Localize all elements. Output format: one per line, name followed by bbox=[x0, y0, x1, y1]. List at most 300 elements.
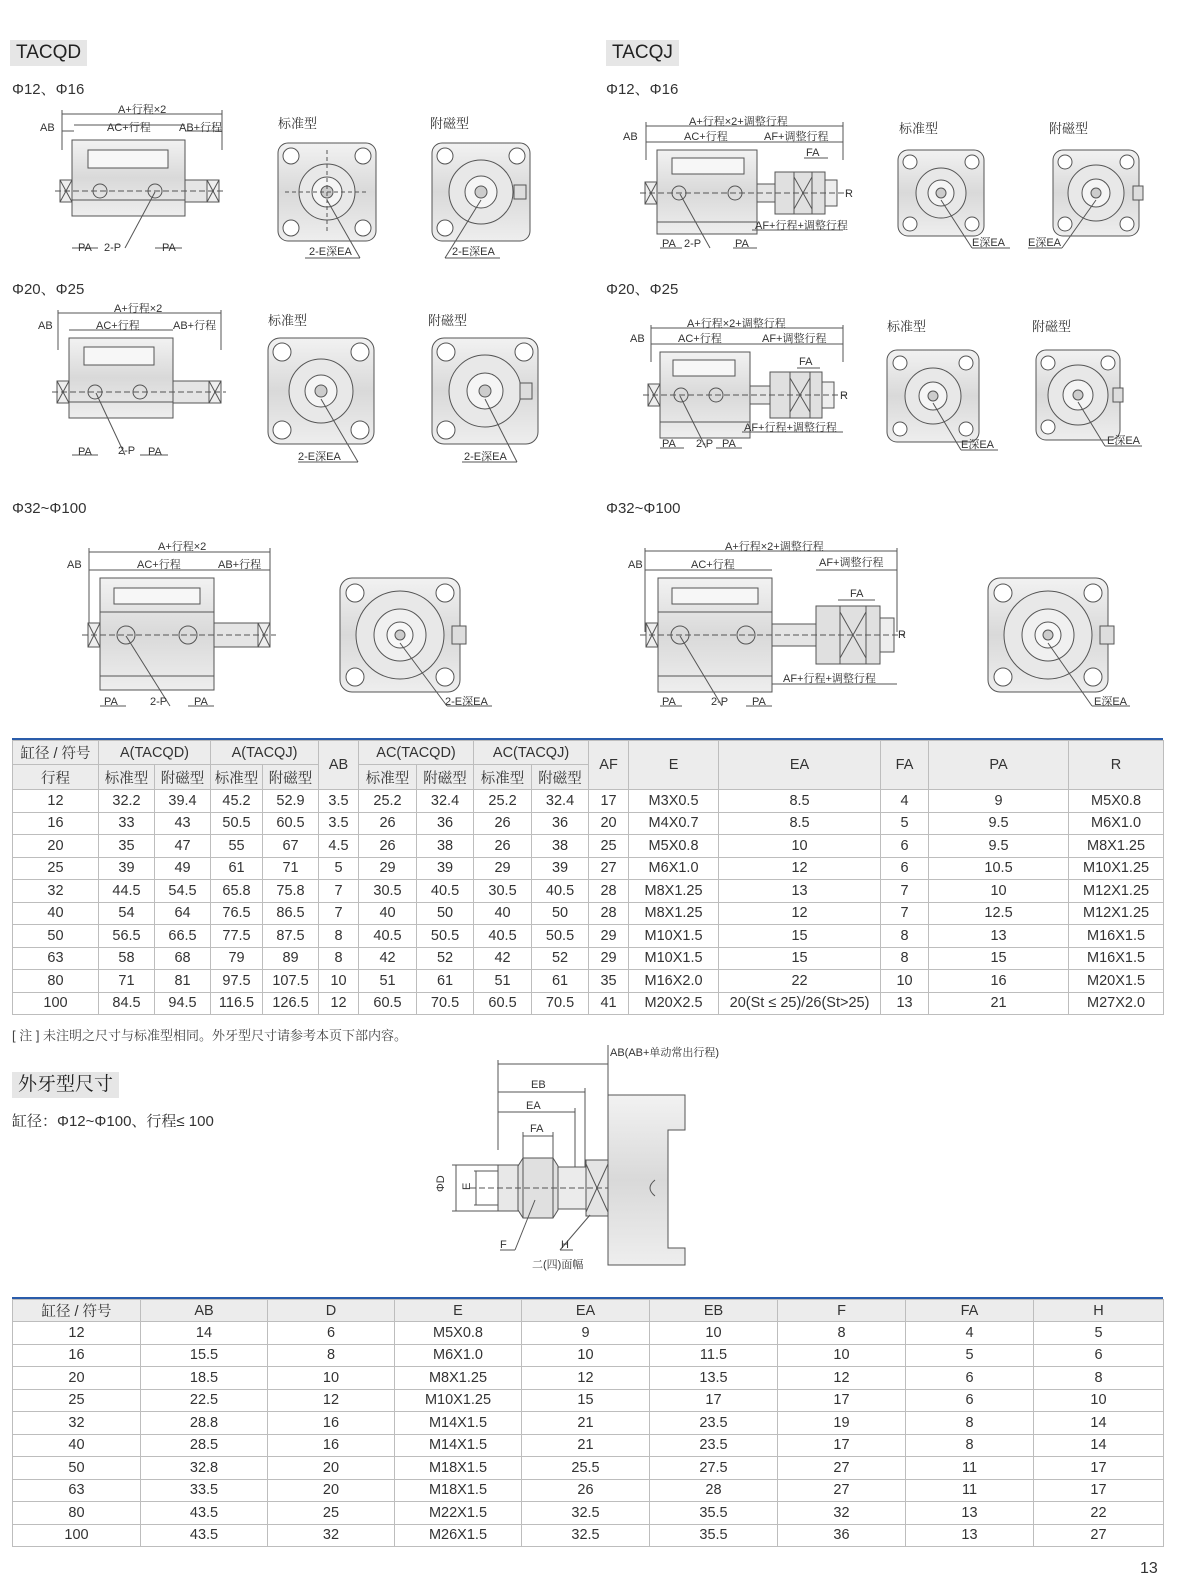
ext-header-cell: D bbox=[268, 1300, 395, 1322]
table-cell: 32.5 bbox=[522, 1524, 650, 1547]
table-cell: 52.9 bbox=[263, 790, 319, 813]
external-thread-drawing bbox=[430, 1040, 750, 1285]
table-cell: 17 bbox=[589, 790, 629, 813]
table-cell: 8 bbox=[268, 1344, 395, 1367]
header-magnetic: 附磁型 bbox=[532, 765, 589, 790]
table-cell: 5 bbox=[319, 857, 359, 880]
table-cell: 10.5 bbox=[929, 857, 1069, 880]
header-a-tacqd: A(TACQD) bbox=[99, 741, 211, 765]
table-cell: 25 bbox=[13, 857, 99, 880]
table-cell: 13 bbox=[906, 1524, 1034, 1547]
header-magnetic: 附磁型 bbox=[417, 765, 474, 790]
header-a-tacqj: A(TACQJ) bbox=[211, 741, 319, 765]
table-cell: 50 bbox=[532, 902, 589, 925]
size-label-tacqd-20-25: Φ20、Φ25 bbox=[12, 281, 85, 298]
table-cell: 40.5 bbox=[359, 925, 417, 948]
table-cell: M5X0.8 bbox=[395, 1322, 522, 1345]
size-label-tacqj-20-25: Φ20、Φ25 bbox=[606, 281, 679, 298]
table-cell: 8.5 bbox=[719, 790, 881, 813]
dim-label: 2-P bbox=[711, 696, 729, 708]
table-cell: 14 bbox=[1034, 1412, 1164, 1435]
table-cell: 4.5 bbox=[319, 835, 359, 858]
dim-label: 2-P bbox=[150, 696, 168, 708]
table-cell: 8 bbox=[906, 1412, 1034, 1435]
external-thread-table bbox=[12, 1299, 1164, 1547]
table-cell: 51 bbox=[474, 970, 532, 993]
table-cell: 28 bbox=[589, 902, 629, 925]
table-cell: 15 bbox=[719, 925, 881, 948]
dim-label: H bbox=[561, 1239, 569, 1251]
table-cell: 17 bbox=[1034, 1479, 1164, 1502]
table-cell: 13 bbox=[881, 992, 929, 1015]
label-standard: 标准型 bbox=[278, 116, 318, 131]
dim-label: PA bbox=[78, 242, 92, 254]
table-cell: 26 bbox=[359, 835, 417, 858]
table-cell: 35.5 bbox=[650, 1524, 778, 1547]
table-cell: 20 bbox=[268, 1479, 395, 1502]
table-cell: 12 bbox=[268, 1389, 395, 1412]
table-cell: 28.5 bbox=[141, 1434, 268, 1457]
table-cell: 9 bbox=[929, 790, 1069, 813]
table-cell: 43.5 bbox=[141, 1524, 268, 1547]
dim-label: R bbox=[845, 188, 853, 200]
table-cell: 8 bbox=[778, 1322, 906, 1345]
table-row bbox=[13, 1322, 1164, 1345]
table-cell: 20 bbox=[268, 1457, 395, 1480]
table-cell: 39 bbox=[417, 857, 474, 880]
table-cell: 40 bbox=[474, 902, 532, 925]
table-cell: 32.5 bbox=[522, 1502, 650, 1525]
dim-label: F bbox=[500, 1239, 507, 1251]
table-cell: 12 bbox=[13, 790, 99, 813]
table-cell: 26 bbox=[522, 1479, 650, 1502]
table-cell: 22.5 bbox=[141, 1389, 268, 1412]
dim-label: ΦD bbox=[435, 1175, 447, 1192]
table-cell: 7 bbox=[319, 880, 359, 903]
header-ab: AB bbox=[319, 741, 359, 790]
table-cell: 55 bbox=[211, 835, 263, 858]
table-cell: 23.5 bbox=[650, 1412, 778, 1435]
table-cell: 36 bbox=[417, 812, 474, 835]
table-cell: 51 bbox=[359, 970, 417, 993]
table-cell: M18X1.5 bbox=[395, 1457, 522, 1480]
header-standard: 标准型 bbox=[359, 765, 417, 790]
table-cell: 41 bbox=[589, 992, 629, 1015]
size-label-tacqd-32-100: Φ32~Φ100 bbox=[12, 500, 87, 517]
dim-label: AF+调整行程 bbox=[762, 333, 827, 345]
dim-label: AF+行程+调整行程 bbox=[783, 673, 876, 685]
dim-label: AC+行程 bbox=[107, 122, 151, 134]
table-cell: 39.4 bbox=[155, 790, 211, 813]
table-cell: 27 bbox=[778, 1457, 906, 1480]
table-cell: 63 bbox=[13, 947, 99, 970]
table-cell: 25.5 bbox=[522, 1457, 650, 1480]
header-standard: 标准型 bbox=[211, 765, 263, 790]
table-cell: 35.5 bbox=[650, 1502, 778, 1525]
table-cell: 32.2 bbox=[99, 790, 155, 813]
header-pa: PA bbox=[929, 741, 1069, 790]
table-cell: 10 bbox=[650, 1322, 778, 1345]
table-cell: M20X2.5 bbox=[629, 992, 719, 1015]
table-cell: 8 bbox=[319, 925, 359, 948]
section-title-external-thread: 外牙型尺寸 bbox=[12, 1072, 119, 1098]
table-cell: 52 bbox=[532, 947, 589, 970]
dim-label: E深EA bbox=[961, 439, 995, 451]
page-number: 13 bbox=[1140, 1560, 1158, 1577]
table-cell: 8.5 bbox=[719, 812, 881, 835]
table-cell: 20 bbox=[13, 835, 99, 858]
dim-label: AC+行程 bbox=[691, 559, 735, 571]
table-cell: 13.5 bbox=[650, 1367, 778, 1390]
dim-label: E深EA bbox=[1028, 237, 1062, 249]
table-cell: 45.2 bbox=[211, 790, 263, 813]
table-cell: M8X1.25 bbox=[395, 1367, 522, 1390]
table-cell: 76.5 bbox=[211, 902, 263, 925]
table-cell: 94.5 bbox=[155, 992, 211, 1015]
table-cell: M6X1.0 bbox=[1069, 812, 1164, 835]
dim-label: E深EA bbox=[1094, 696, 1128, 708]
table-cell: 19 bbox=[778, 1412, 906, 1435]
table-cell: 26 bbox=[474, 812, 532, 835]
ext-header-cell: EA bbox=[522, 1300, 650, 1322]
table-cell: 9.5 bbox=[929, 835, 1069, 858]
table-cell: 40.5 bbox=[474, 925, 532, 948]
table-cell: M26X1.5 bbox=[395, 1524, 522, 1547]
dim-label: AB bbox=[40, 122, 55, 134]
table-cell: 12.5 bbox=[929, 902, 1069, 925]
table-cell: 36 bbox=[532, 812, 589, 835]
table-cell: 42 bbox=[474, 947, 532, 970]
dim-label: AF+行程+调整行程 bbox=[744, 422, 837, 434]
table-cell: 36 bbox=[778, 1524, 906, 1547]
table-cell: 43.5 bbox=[141, 1502, 268, 1525]
dim-label: PA bbox=[162, 242, 176, 254]
header-ac-tacqj: AC(TACQJ) bbox=[474, 741, 589, 765]
label-standard: 标准型 bbox=[268, 313, 308, 328]
table-cell: 25 bbox=[13, 1389, 141, 1412]
tacqd-12-16-standard-end-view bbox=[278, 143, 376, 258]
table-cell: 61 bbox=[417, 970, 474, 993]
table-cell: 14 bbox=[141, 1322, 268, 1345]
table-cell: 27 bbox=[1034, 1524, 1164, 1547]
table-cell: 10 bbox=[1034, 1389, 1164, 1412]
table-cell: 64 bbox=[155, 902, 211, 925]
table-cell: 4 bbox=[881, 790, 929, 813]
table-cell: 50.5 bbox=[211, 812, 263, 835]
dim-label: PA bbox=[722, 438, 736, 450]
table-row bbox=[13, 1389, 1164, 1412]
table-row bbox=[13, 1434, 1164, 1457]
table-cell: 9.5 bbox=[929, 812, 1069, 835]
table-row bbox=[13, 1479, 1164, 1502]
dim-label: PA bbox=[104, 696, 118, 708]
table-cell: 50.5 bbox=[532, 925, 589, 948]
table-cell: 12 bbox=[522, 1367, 650, 1390]
dim-label: 2-P bbox=[684, 238, 702, 250]
dim-label: R bbox=[840, 390, 848, 402]
table-cell: 38 bbox=[532, 835, 589, 858]
table-cell: 6 bbox=[881, 835, 929, 858]
table-cell: 77.5 bbox=[211, 925, 263, 948]
table-cell: 11 bbox=[906, 1457, 1034, 1480]
table-cell: 20 bbox=[589, 812, 629, 835]
table-cell: 40 bbox=[13, 902, 99, 925]
table-cell: 28 bbox=[589, 880, 629, 903]
table-cell: 10 bbox=[719, 835, 881, 858]
table-cell: 71 bbox=[263, 857, 319, 880]
table-cell: M8X1.25 bbox=[629, 902, 719, 925]
dim-label: FA bbox=[799, 356, 813, 368]
dim-label: 2-E深EA bbox=[309, 246, 352, 258]
table-cell: 18.5 bbox=[141, 1367, 268, 1390]
tacqd-12-16-magnetic-end-view bbox=[432, 143, 530, 258]
table-cell: 5 bbox=[881, 812, 929, 835]
table-cell: M12X1.25 bbox=[1069, 902, 1164, 925]
dim-label: E bbox=[461, 1182, 473, 1190]
table-cell: 71 bbox=[99, 970, 155, 993]
table-cell: 20 bbox=[13, 1367, 141, 1390]
table-cell: 100 bbox=[13, 992, 99, 1015]
dim-label: AB bbox=[630, 333, 645, 345]
dim-label: AB bbox=[67, 559, 82, 571]
table-cell: 27 bbox=[589, 857, 629, 880]
table-cell: 40 bbox=[359, 902, 417, 925]
table-cell: 15 bbox=[522, 1389, 650, 1412]
table-cell: 89 bbox=[263, 947, 319, 970]
table-cell: 15 bbox=[719, 947, 881, 970]
table-cell: 6 bbox=[906, 1367, 1034, 1390]
table-cell: 23.5 bbox=[650, 1434, 778, 1457]
table-cell: 15 bbox=[929, 947, 1069, 970]
table-row bbox=[13, 857, 1164, 880]
table-cell: 25 bbox=[589, 835, 629, 858]
header-magnetic: 附磁型 bbox=[263, 765, 319, 790]
table-cell: 8 bbox=[881, 925, 929, 948]
table-cell: 28.8 bbox=[141, 1412, 268, 1435]
table-cell: 28 bbox=[650, 1479, 778, 1502]
table-cell: 29 bbox=[589, 947, 629, 970]
header-standard: 标准型 bbox=[474, 765, 532, 790]
table-cell: 25 bbox=[268, 1502, 395, 1525]
tacqj-20-25-standard-end-view bbox=[887, 350, 998, 450]
table-cell: 60.5 bbox=[359, 992, 417, 1015]
table-row bbox=[13, 925, 1164, 948]
header-r: R bbox=[1069, 741, 1164, 790]
table-cell: 16 bbox=[929, 970, 1069, 993]
tacqd-20-25-magnetic-end-view bbox=[432, 338, 538, 462]
tacqj-12-16-standard-end-view bbox=[898, 150, 1010, 248]
table-row bbox=[13, 880, 1164, 903]
table-cell: 17 bbox=[1034, 1457, 1164, 1480]
table-cell: 7 bbox=[319, 902, 359, 925]
table-cell: 33.5 bbox=[141, 1479, 268, 1502]
table-cell: 7 bbox=[881, 902, 929, 925]
table-cell: 6 bbox=[881, 857, 929, 880]
label-magnetic: 附磁型 bbox=[1049, 121, 1089, 136]
table-cell: M16X1.5 bbox=[1069, 947, 1164, 970]
dim-label: AB bbox=[628, 559, 643, 571]
table-row bbox=[13, 1344, 1164, 1367]
table-cell: 10 bbox=[522, 1344, 650, 1367]
table-row bbox=[13, 1524, 1164, 1547]
ext-table-header bbox=[13, 1300, 1164, 1322]
table-cell: 50.5 bbox=[417, 925, 474, 948]
main-table-body bbox=[13, 790, 1164, 1015]
table-cell: 21 bbox=[522, 1412, 650, 1435]
table-cell: 80 bbox=[13, 970, 99, 993]
table-cell: 7 bbox=[881, 880, 929, 903]
dim-label: A+行程×2+调整行程 bbox=[725, 541, 824, 553]
table-cell: 79 bbox=[211, 947, 263, 970]
table-row bbox=[13, 790, 1164, 813]
table-cell: 29 bbox=[359, 857, 417, 880]
table-cell: 97.5 bbox=[211, 970, 263, 993]
table-cell: 47 bbox=[155, 835, 211, 858]
tacqd-32-100-side-view bbox=[82, 548, 276, 706]
table-cell: 6 bbox=[1034, 1344, 1164, 1367]
table-cell: 30.5 bbox=[359, 880, 417, 903]
table-cell: 26 bbox=[474, 835, 532, 858]
table-cell: M12X1.25 bbox=[1069, 880, 1164, 903]
dim-label: PA bbox=[662, 438, 676, 450]
header-e: E bbox=[629, 741, 719, 790]
table-cell: 67 bbox=[263, 835, 319, 858]
table-cell: 32.8 bbox=[141, 1457, 268, 1480]
table-cell: 9 bbox=[522, 1322, 650, 1345]
table-cell: 33 bbox=[99, 812, 155, 835]
dim-label: PA bbox=[148, 446, 162, 458]
table-cell: M6X1.0 bbox=[395, 1344, 522, 1367]
label-magnetic: 附磁型 bbox=[430, 116, 470, 131]
dim-label: 2-P bbox=[696, 438, 714, 450]
table-cell: 87.5 bbox=[263, 925, 319, 948]
table-cell: 8 bbox=[881, 947, 929, 970]
dim-label: AB bbox=[38, 320, 53, 332]
dim-label: 2-E深EA bbox=[464, 451, 507, 463]
table-cell: M10X1.25 bbox=[1069, 857, 1164, 880]
table-cell: 4 bbox=[906, 1322, 1034, 1345]
table-row bbox=[13, 1502, 1164, 1525]
table-cell: 11 bbox=[906, 1479, 1034, 1502]
table-cell: 27.5 bbox=[650, 1457, 778, 1480]
table-cell: 29 bbox=[474, 857, 532, 880]
table-cell: 20(St ≤ 25)/26(St>25) bbox=[719, 992, 881, 1015]
table-cell: 17 bbox=[650, 1389, 778, 1412]
dim-label: A+行程×2+调整行程 bbox=[687, 318, 786, 330]
table-cell: M10X1.5 bbox=[629, 925, 719, 948]
table-cell: 70.5 bbox=[417, 992, 474, 1015]
table-cell: 43 bbox=[155, 812, 211, 835]
label-standard: 标准型 bbox=[887, 319, 927, 334]
table-cell: 54 bbox=[99, 902, 155, 925]
table-cell: M22X1.5 bbox=[395, 1502, 522, 1525]
table-cell: 12 bbox=[719, 902, 881, 925]
section-title-tacqj: TACQJ bbox=[606, 40, 679, 66]
table-cell: 66.5 bbox=[155, 925, 211, 948]
table-cell: 22 bbox=[719, 970, 881, 993]
table-cell: 16 bbox=[268, 1434, 395, 1457]
table-row bbox=[13, 1412, 1164, 1435]
table-cell: 32.4 bbox=[532, 790, 589, 813]
dim-label: AC+行程 bbox=[96, 320, 140, 332]
table-cell: M18X1.5 bbox=[395, 1479, 522, 1502]
header-ea: EA bbox=[719, 741, 881, 790]
table-cell: 52 bbox=[417, 947, 474, 970]
table-cell: 13 bbox=[929, 925, 1069, 948]
table-cell: 5 bbox=[1034, 1322, 1164, 1345]
tacqj-20-25-magnetic-end-view bbox=[1036, 350, 1142, 446]
table-row bbox=[13, 992, 1164, 1015]
table-cell: 17 bbox=[778, 1389, 906, 1412]
tacqj-12-16-magnetic-end-view bbox=[1028, 150, 1143, 248]
ext-header-cell: 缸径 / 符号 bbox=[13, 1300, 141, 1322]
table-cell: 14 bbox=[1034, 1434, 1164, 1457]
dim-label: FA bbox=[850, 588, 864, 600]
table-cell: 32 bbox=[778, 1502, 906, 1525]
ext-table-body bbox=[13, 1322, 1164, 1547]
table-cell: 25.2 bbox=[474, 790, 532, 813]
size-label-tacqj-32-100: Φ32~Φ100 bbox=[606, 500, 681, 517]
table-cell: 44.5 bbox=[99, 880, 155, 903]
table-cell: 32.4 bbox=[417, 790, 474, 813]
dim-label: A+行程×2 bbox=[114, 303, 163, 315]
tacqd-32-100-end-view bbox=[340, 578, 492, 706]
table-cell: 29 bbox=[589, 925, 629, 948]
external-bore-range: 缸径：Φ12~Φ100、行程≤ 100 bbox=[12, 1113, 214, 1130]
table-cell: M5X0.8 bbox=[629, 835, 719, 858]
table-cell: 3.5 bbox=[319, 812, 359, 835]
dim-label: PA bbox=[194, 696, 208, 708]
table-cell: M20X1.5 bbox=[1069, 970, 1164, 993]
table-cell: M16X2.0 bbox=[629, 970, 719, 993]
table-cell: 63 bbox=[13, 1479, 141, 1502]
dim-label: PA bbox=[662, 696, 676, 708]
header-fa: FA bbox=[881, 741, 929, 790]
table-cell: M3X0.5 bbox=[629, 790, 719, 813]
table-row bbox=[13, 835, 1164, 858]
dim-label: A+行程×2 bbox=[158, 541, 207, 553]
ext-header-cell: E bbox=[395, 1300, 522, 1322]
table-cell: 40.5 bbox=[417, 880, 474, 903]
table-cell: 5 bbox=[906, 1344, 1034, 1367]
dim-label: 2-E深EA bbox=[452, 246, 495, 258]
table-cell: 100 bbox=[13, 1524, 141, 1547]
table-cell: 81 bbox=[155, 970, 211, 993]
table-cell: 32 bbox=[13, 880, 99, 903]
table-cell: M10X1.5 bbox=[629, 947, 719, 970]
table-cell: M16X1.5 bbox=[1069, 925, 1164, 948]
table-cell: 39 bbox=[532, 857, 589, 880]
table-cell: 26 bbox=[359, 812, 417, 835]
dim-label: E深EA bbox=[1107, 435, 1141, 447]
table-cell: 86.5 bbox=[263, 902, 319, 925]
table-cell: 3.5 bbox=[319, 790, 359, 813]
ext-header-cell: EB bbox=[650, 1300, 778, 1322]
table-row bbox=[13, 902, 1164, 925]
dim-label: AB(AB+单动常出行程) bbox=[610, 1047, 720, 1059]
table-cell: 16 bbox=[268, 1412, 395, 1435]
table-cell: 65.8 bbox=[211, 880, 263, 903]
table-cell: 70.5 bbox=[532, 992, 589, 1015]
header-standard: 标准型 bbox=[99, 765, 155, 790]
dim-label: AF+调整行程 bbox=[819, 557, 884, 569]
dim-label: AB+行程 bbox=[179, 122, 223, 134]
table-cell: 21 bbox=[522, 1434, 650, 1457]
table-cell: 10 bbox=[778, 1344, 906, 1367]
table-cell: M6X1.0 bbox=[629, 857, 719, 880]
table-row bbox=[13, 812, 1164, 835]
dim-label: AB+行程 bbox=[218, 559, 262, 571]
